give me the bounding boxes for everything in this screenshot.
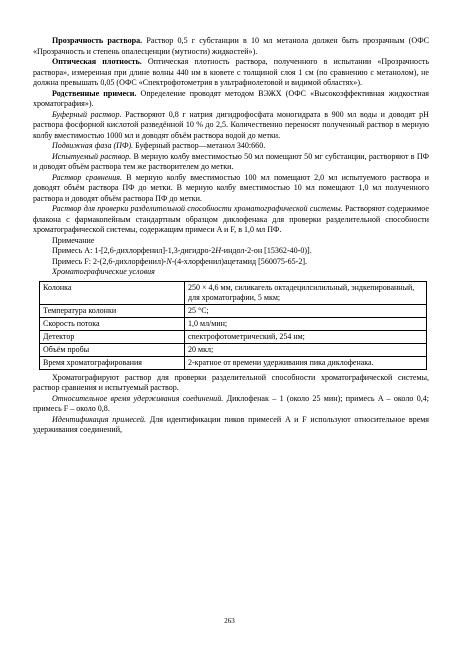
impurity-a-italic: H (215, 246, 222, 255)
impurity-f-cas: -(4-хлорфенил)ацетамид [560075-65-2]. (171, 256, 308, 266)
impurity-a-cas: -индол-2-он [15362-40-0)]. (221, 246, 312, 255)
heading-test-solution: Испытуемый раствор. (52, 151, 132, 161)
table-row (40, 281, 427, 304)
paragraph-optical-density (33, 57, 429, 89)
heading-mobile-phase: Подвижная фаза (ПФ). (52, 141, 134, 150)
paragraph-related-impurities (33, 89, 429, 110)
paragraph-identification (33, 415, 429, 436)
table-row (40, 304, 427, 317)
heading-clarity: Прозрачность раствора. (52, 36, 143, 45)
heading-reference-solution: Раствор сравнения. (52, 172, 123, 182)
text-test-solution: В мерную колбу вместимостью 50 мл помещают 50 мг субстанции, растворяют в ПФ и доводят объём раствора тем же растворителем до метки. (33, 151, 429, 171)
impurity-a-text: Примесь A: 1-[2,6-дихлорфенил]-1,3-дигидро-2 (52, 246, 216, 255)
impurity-f-text: Примесь F: 2-(2,6-дихлорфенил)- (52, 256, 167, 266)
impurity-a (33, 246, 429, 257)
table-cell-param: Скорость потока (40, 317, 185, 330)
table-cell-value: 250 × 4,6 мм, силикагель октадецилсилильный, эндкепированный, для хроматографии, 5 мкм; (185, 281, 427, 304)
heading-related-impurities: Родственные примеси. (52, 88, 137, 98)
text-identification: Для идентификации пиков примесей A и F используют относительное время удерживания соединений, (33, 414, 430, 434)
heading-retention: Относительное время удерживания соединений. (52, 393, 224, 403)
text-resolution-solution: Растворяют содержимое флакона с фармакопейным стандартным образцом диклофенака для проверки разделительной способности хроматографической системы, содержащим примеси A и F, в 1,0 мл ПФ. (33, 204, 429, 234)
table-cell-value: 20 мкл; (185, 343, 427, 356)
table-cell-value: 2-кратное от времени удерживания пика диклофенака. (185, 356, 427, 369)
paragraph-buffer (33, 110, 429, 142)
text-optical-density: Оптическая плотность раствора, полученного в испытании «Прозрачность раствора», измеренная при длине волны 440 нм в кювете с толщиной слоя 1 см (по сравнению с метанолом), не должна превышать 0,05 (ОФС «Спектрофотометрия в ультрафиолетовой и видимой областях»). (33, 57, 429, 87)
table-cell-value: спектрофотометрический, 254 нм; (185, 330, 427, 343)
table-cell-value: 1,0 мл/мин; (185, 317, 427, 330)
text-mobile-phase: Буферный раствор—метанол 340:660. (133, 141, 266, 150)
table-row (40, 356, 427, 369)
table-cell-param: Время хроматографирования (40, 356, 185, 369)
table-row (40, 330, 427, 343)
paragraph-reference-solution (33, 173, 429, 205)
table-cell-param: Температура колонки (40, 304, 185, 317)
conditions-title-text: Хроматографические условия (52, 267, 155, 276)
table-cell-param: Объём пробы (40, 343, 185, 356)
note-label: Примечание (52, 235, 95, 245)
paragraph-chromatograph: Хроматографируют раствор для проверки разделительной способности хроматографической системы, раствор сравнения и испытуемый раствор. (33, 372, 429, 392)
table-row (40, 317, 427, 330)
paragraph-test-solution (33, 152, 429, 173)
impurity-f (33, 257, 429, 268)
document-page (33, 36, 429, 436)
heading-resolution-solution: Раствор для проверки разделительной способности хроматографической системы. (52, 204, 343, 213)
paragraph-mobile-phase (33, 141, 429, 152)
text-reference-solution: В мерную колбу вместимостью 100 мл помещают 2,0 мл испытуемого раствора и доводят объём раствора ПФ до метки. В мерную колбу вместимостью 10 мл помещают 1,0 мл полученного раствора и доводят объём раствора ПФ до метки. (33, 172, 429, 203)
text-buffer: Растворяют 0,8 г натрия дигидрофосфата моногидрата в 900 мл воды и доводят pH раствора фосфорной кислотой разведённой 10 % до 2,5. Количественно переносят полученный раствор в мерную колбу вместимостью 1000 мл и доводят объём раствора водой до метки. (33, 109, 429, 140)
table-row (40, 343, 427, 356)
text-retention: Диклофенак – 1 (около 25 мин); примесь A – около 0,4; примесь F – около 0,8. (33, 393, 429, 413)
heading-buffer: Буферный раствор. (52, 109, 122, 119)
paragraph-clarity (33, 36, 429, 57)
heading-identification: Идентификация примесей. (52, 414, 147, 424)
table-cell-param: Детектор (40, 330, 185, 343)
table-cell-value: 25 °C; (185, 304, 427, 317)
chromatography-conditions-table (39, 281, 427, 370)
page-number: 263 (224, 617, 235, 625)
impurity-f-italic: N (166, 256, 172, 266)
text-related-impurities: Определение проводят методом ВЭЖХ (ОФС «Высокоэффективная жидкостная хроматография»). (33, 88, 430, 108)
conditions-title (33, 267, 429, 278)
paragraph-resolution-solution (33, 204, 429, 236)
paragraph-retention (33, 394, 429, 415)
table-cell-param: Колонка (40, 281, 185, 304)
heading-optical-density: Оптическая плотность. (52, 57, 142, 66)
text-clarity: Раствор 0,5 г субстанции в 10 мл метанола должен быть прозрачным (ОФС «Прозрачность и степень опалесценции (мутности) жидкостей»). (33, 36, 429, 56)
